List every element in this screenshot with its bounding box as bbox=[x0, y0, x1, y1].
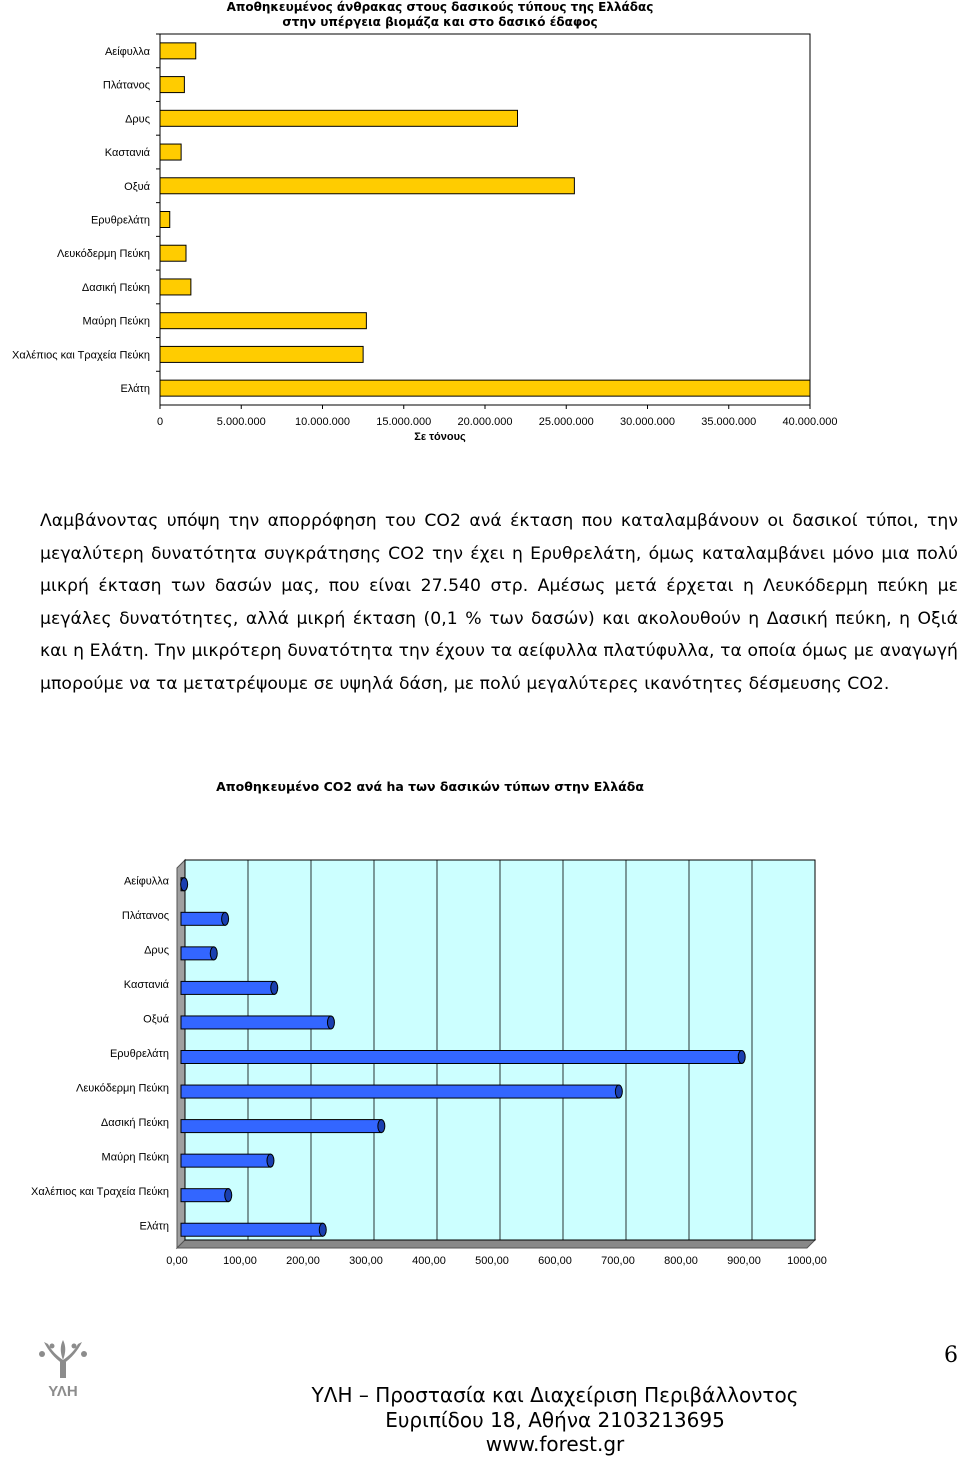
chart2-category-label: Χαλέπιος και Τραχεία Πεύκη bbox=[31, 1186, 169, 1199]
chart2-bar bbox=[181, 1154, 274, 1167]
chart1-category-label: Καστανιά bbox=[104, 147, 150, 160]
logo-text: ΥΛΗ bbox=[48, 1383, 78, 1400]
chart2-bar-body bbox=[181, 947, 214, 960]
chart2-bar bbox=[181, 1085, 622, 1098]
chart1-category-label: Λευκόδερμη Πεύκη bbox=[56, 248, 150, 261]
chart2-category-label: Οξυά bbox=[143, 1013, 169, 1026]
chart1-category-label: Ελάτη bbox=[120, 383, 150, 396]
chart1-category-label: Ερυθρελάτη bbox=[90, 214, 150, 227]
chart1-title-line2: στην υπέργεια βιομάζα και στο δασικό έδαφος bbox=[282, 15, 598, 29]
chart2-category-label: Ελάτη bbox=[139, 1220, 169, 1233]
tree-logo-icon bbox=[32, 1340, 94, 1402]
chart1-category-label: Πλάτανος bbox=[102, 79, 150, 92]
chart1-x-tick-label: 10.000.000 bbox=[294, 416, 351, 428]
chart2-bar-body bbox=[181, 1120, 381, 1133]
chart2-category-label: Πλάτανος bbox=[121, 909, 169, 922]
footer bbox=[200, 1383, 910, 1457]
chart2-bar bbox=[181, 1120, 385, 1133]
chart2-bar-cap bbox=[319, 1223, 326, 1236]
chart2-bar-body bbox=[181, 912, 225, 925]
chart2-bar bbox=[181, 947, 217, 960]
chart2-bar-body bbox=[181, 1223, 323, 1236]
chart1-category-label: Δασική Πεύκη bbox=[81, 281, 150, 294]
chart2-bar bbox=[181, 1016, 334, 1029]
chart1-x-tick-label: 25.000.000 bbox=[538, 416, 594, 428]
chart2-bar-cap bbox=[327, 1016, 334, 1029]
chart1-x-tick-label: 35.000.000 bbox=[701, 416, 757, 428]
chart2-x-tick-label: 1000,00 bbox=[787, 1255, 827, 1267]
chart2-bar-cap bbox=[181, 878, 188, 891]
chart2-bar-cap bbox=[210, 947, 217, 960]
chart2-category-label: Ερυθρελάτη bbox=[109, 1048, 169, 1060]
chart1-title-line1: Αποθηκευμένος άνθρακας στους δασικούς τύπους της Ελλάδας bbox=[226, 0, 654, 14]
chart2-x-tick-label: 300,00 bbox=[349, 1255, 383, 1267]
chart1-category-label: Χαλέπιος και Τραχεία Πεύκη bbox=[12, 349, 150, 362]
chart1-x-tick-label: 0 bbox=[156, 416, 164, 428]
chart2-x-tick-label: 400,00 bbox=[412, 1255, 446, 1267]
chart1-x-axis-title: Σε τόνους bbox=[414, 431, 466, 443]
chart2-bar-body bbox=[181, 1154, 270, 1167]
chart1-category-label: Αείφυλλα bbox=[104, 45, 150, 58]
footer-line1: ΥΛΗ – Προστασία και Διαχείριση Περιβάλλοντος bbox=[311, 1383, 799, 1407]
chart2-category-label: Δασική Πεύκη bbox=[100, 1117, 169, 1130]
chart2-bar-cap bbox=[615, 1085, 622, 1098]
chart2-bar-body bbox=[181, 981, 274, 994]
chart2-bar-body bbox=[181, 1051, 742, 1064]
chart2-bar-cap bbox=[738, 1051, 745, 1064]
chart2-category-label: Αείφυλλα bbox=[123, 875, 169, 888]
chart2-floor bbox=[177, 1240, 815, 1248]
chart1-x-tick-label: 5.000.000 bbox=[216, 416, 266, 428]
chart2-bar-body bbox=[181, 1085, 619, 1098]
chart2-x-tick-label: 200,00 bbox=[286, 1255, 320, 1267]
chart2-x-tick-label: 800,00 bbox=[664, 1255, 698, 1267]
chart2-x-tick-label: 500,00 bbox=[475, 1255, 509, 1267]
footer-line2: Ευριπίδου 18, Αθήνα 2103213695 bbox=[385, 1407, 725, 1432]
chart2-bar-body bbox=[181, 1016, 331, 1029]
chart2-category-label: Μαύρη Πεύκη bbox=[101, 1151, 169, 1164]
chart1-category-label: Οξυά bbox=[124, 180, 150, 193]
chart1-x-tick-label: 20.000.000 bbox=[457, 416, 513, 428]
chart2-bar-cap bbox=[378, 1120, 385, 1133]
chart2-x-tick-label: 700,00 bbox=[601, 1255, 635, 1267]
chart2-category-label: Δρυς bbox=[144, 944, 169, 957]
chart2-bar bbox=[181, 912, 229, 925]
chart2-x-tick-label: 100,00 bbox=[223, 1255, 257, 1267]
chart1-x-tick-label: 15.000.000 bbox=[376, 416, 432, 428]
chart1-x-tick-label: 40.000.000 bbox=[782, 416, 838, 428]
chart2-category-label: Λευκόδερμη Πεύκη bbox=[75, 1082, 169, 1095]
chart2-x-tick-label: 0,00 bbox=[166, 1255, 188, 1267]
chart1-x-tick-label: 30.000.000 bbox=[619, 416, 676, 428]
chart1-category-label: Δρυς bbox=[125, 113, 150, 126]
chart2-bar-body bbox=[181, 1189, 228, 1202]
page-number: 6 bbox=[944, 1343, 958, 1368]
chart2-bar-cap bbox=[271, 981, 278, 994]
chart2-x-tick-label: 900,00 bbox=[727, 1255, 761, 1267]
chart2-bar-cap bbox=[267, 1154, 274, 1167]
footer-line3: www.forest.gr bbox=[485, 1432, 625, 1456]
chart1-category-label: Μαύρη Πεύκη bbox=[82, 315, 150, 328]
chart2-bar bbox=[181, 981, 278, 994]
chart2-x-tick-label: 600,00 bbox=[538, 1255, 572, 1267]
chart2-bar bbox=[181, 1223, 326, 1236]
chart2-bar bbox=[181, 878, 188, 891]
chart2-bar-cap bbox=[225, 1189, 232, 1202]
chart2-bar bbox=[181, 1051, 745, 1064]
body-paragraph: Λαμβάνοντας υπόψη την απορρόφηση του CO2 ανά έκταση που καταλαμβάνουν οι δασικοί τύποι, την μεγαλύτερη δυνατότητα συγκράτησης CO2 την έχει η Ερυθρελάτη, όμως καταλαμβάνει μόνο μια πολύ μικρή έκταση των δασών μας, που είναι 27.540 στρ. Αμέσως μετά έρχεται η Λευκόδερμη πεύκη με μεγάλες δυνατότητες, αλλά μικρή έκταση (0,1 % των δασών) και ακολουθούν η Δασική πεύκη, η Οξιά και η Ελάτη. Την μικρότερη δυνατότητα την έχουν τα αείφυλλα πλατύφυλλα, τα οποία όμως με αναγωγή μπορούμε να τα μετατρέψουμε σε υψηλά δάση, με πολύ μεγαλύτερες ικανότητες δέσμευσης CO2. bbox=[40, 511, 958, 694]
chart2-category-label: Καστανιά bbox=[123, 978, 169, 991]
chart2-title: Αποθηκευμένο CO2 ανά ha των δασικών τύπων στην Ελλάδα bbox=[216, 779, 644, 794]
chart2-bar bbox=[181, 1189, 232, 1202]
chart2-bar-cap bbox=[222, 912, 229, 925]
